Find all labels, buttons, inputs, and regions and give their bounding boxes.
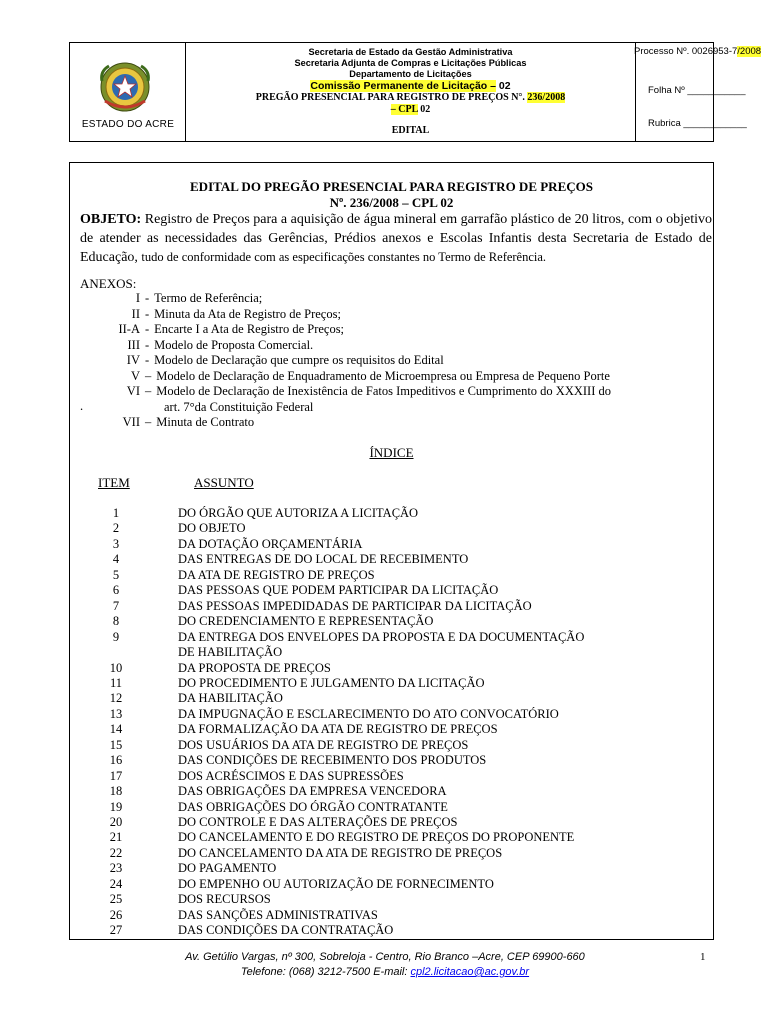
anexo-text: Modelo de Declaração que cumpre os requisitos do Edital <box>154 353 444 367</box>
indice-item-number: 14 <box>109 722 123 737</box>
anexo-separator: - <box>145 322 150 336</box>
indice-item-subject: DA IMPUGNAÇÃO E ESCLARECIMENTO DO ATO CONVOCATÓRIO <box>178 706 559 721</box>
indice-item-subject: DA FORMALIZAÇÃO DA ATA DE REGISTRO DE PREÇOS <box>178 722 498 737</box>
indice-item-number: 25 <box>109 892 123 907</box>
indice-item-subject: DA PROPOSTA DE PREÇOS <box>178 660 331 675</box>
anexo-separator: – <box>145 368 152 383</box>
indice-item-subject: DOS USUÁRIOS DA ATA DE REGISTRO DE PREÇOS <box>178 737 469 752</box>
anexo-text: Encarte I a Ata de Registro de Preços; <box>154 322 345 336</box>
anexo-item <box>70 322 344 337</box>
anexo-item <box>70 415 254 430</box>
folha-field: Folha Nº ___________ <box>648 85 746 96</box>
anexos-heading: ANEXOS: <box>80 276 137 291</box>
indice-item-number: 10 <box>109 660 123 675</box>
indice-item-number: 18 <box>109 784 123 799</box>
anexo-text: Termo de Referência; <box>154 291 263 305</box>
anexo-item <box>164 400 313 415</box>
anexo-item <box>70 291 262 306</box>
anexo-separator: – <box>145 384 152 398</box>
header-pregao: PREGÃO PRESENCIAL PARA REGISTRO DE PREÇOS N°. 236/2008 – CPL 02 <box>255 92 566 115</box>
indice-item-number: 13 <box>109 706 123 721</box>
indice-item-subject: DAS ENTREGAS DE DO LOCAL DE RECEBIMENTO <box>178 552 469 567</box>
indice-item-subject: DO CANCELAMENTO E DO REGISTRO DE PREÇOS DO PROPONENTE <box>178 830 575 845</box>
anexo-text: Minuta da Ata de Registro de Preços; <box>154 306 341 321</box>
anexo-item <box>70 353 444 368</box>
header-line-departamento: Departamento de Licitações <box>349 69 472 79</box>
indice-item-number: 20 <box>109 815 123 829</box>
anexo-separator: - <box>145 291 150 305</box>
column-header-item: ITEM <box>98 475 130 490</box>
indice-item-number: 17 <box>109 768 123 783</box>
indice-item-subject: DAS CONDIÇÕES DA CONTRATAÇÃO <box>178 923 394 938</box>
indice-item-number: 15 <box>109 737 123 752</box>
indice-item-number: 22 <box>109 845 123 860</box>
indice-item-number: 19 <box>109 799 123 814</box>
comissao-highlight: Comissão Permanente de Licitação – <box>310 80 496 92</box>
anexo-number: IV <box>126 353 140 367</box>
header-process-cell <box>634 43 762 141</box>
anexo-item <box>70 384 611 399</box>
anexo-separator: - <box>145 337 150 352</box>
indice-item-subject: DO EMPENHO OU AUTORIZAÇÃO DE FORNECIMENTO <box>178 876 494 891</box>
page-number: 1 <box>700 951 706 963</box>
anexo-item <box>70 307 341 322</box>
edital-body <box>69 162 714 940</box>
indice-item-subject: DO OBJETO <box>178 521 246 536</box>
anexo-number: V <box>130 368 140 383</box>
footer-email-link[interactable]: cpl2.licitacao@ac.gov.br <box>410 966 530 978</box>
indice-item-number: 23 <box>109 861 123 876</box>
footer-address: Av. Getúlio Vargas, nº 300, Sobreloja - Centro, Rio Branco –Acre, CEP 69900-660 <box>185 951 585 963</box>
indice-item-number: 24 <box>109 876 123 891</box>
anexo-dot: . <box>80 399 84 413</box>
indice-item-subject: DO ÓRGÃO QUE AUTORIZA A LICITAÇÃO <box>178 506 419 520</box>
indice-item-subject: DA HABILITAÇÃO <box>178 691 283 706</box>
indice-item-subject: DAS CONDIÇÕES DE RECEBIMENTO DOS PRODUTOS <box>178 753 487 768</box>
edital-title: EDITAL DO PREGÃO PRESENCIAL PARA REGISTRO DE PREÇOS <box>190 179 593 194</box>
anexo-text: art. 7°da Constituição Federal <box>164 399 314 414</box>
indice-item-subject: DAS OBRIGAÇÕES DA EMPRESA VENCEDORA <box>178 784 447 799</box>
document-header <box>69 42 762 142</box>
anexo-separator: – <box>145 415 152 429</box>
header-line-secretaria: Secretaria de Estado da Gestão Administrativa <box>308 47 513 57</box>
indice-title: ÍNDICE <box>369 445 414 460</box>
anexo-number: II-A <box>118 322 140 336</box>
indice-item-number: 7 <box>112 598 120 613</box>
indice-item-number: 26 <box>109 907 123 922</box>
anexo-text: Modelo de Declaração de Enquadramento de Microempresa ou Empresa de Pequeno Porte <box>156 368 610 383</box>
indice-item-subject: DO CONTROLE E DAS ALTERAÇÕES DE PREÇOS <box>178 815 458 829</box>
anexo-number: I <box>135 291 140 305</box>
objeto-paragraph: OBJETO: Registro de Preços para a aquisição de água mineral em garrafão plástico de 20 litros, com o objetivo de atender as necessidades das Gerências, Prédios anexos e Escolas Infantis desta Secretaria de Estado de Educação, tudo de conformidade com as especificações constantes no Termo de Referência. <box>80 212 712 265</box>
indice-item-subject: DO PAGAMENTO <box>178 861 277 876</box>
indice-item-subject: DO CANCELAMENTO DA ATA DE REGISTRO DE PREÇOS <box>178 845 503 860</box>
acre-state-crest-icon <box>99 61 151 113</box>
header-line-secretaria-adjunta: Secretaria Adjunta de Compras e Licitações Públicas <box>294 58 527 68</box>
indice-item-number: 3 <box>112 536 120 551</box>
anexo-separator: - <box>145 306 150 321</box>
edital-number: Nº. 236/2008 – CPL 02 <box>329 195 454 210</box>
indice-item-subject: DAS PESSOAS QUE PODEM PARTICIPAR DA LICITAÇÃO <box>178 583 499 598</box>
column-header-assunto: ASSUNTO <box>194 475 254 490</box>
indice-item-number: 11 <box>109 675 123 690</box>
rubrica-field: Rubrica ____________ <box>648 118 747 129</box>
indice-item-number: 8 <box>112 614 120 629</box>
indice-item-subject: DOS RECURSOS <box>178 892 271 907</box>
indice-item-subject: DOS ACRÉSCIMOS E DAS SUPRESSÕES <box>178 768 404 783</box>
indice-item-number: 2 <box>112 521 120 536</box>
footer-contact: Telefone: (068) 3212-7500 E-mail: cpl2.licitacao@ac.gov.br <box>240 966 530 978</box>
indice-item-number: 16 <box>109 753 123 768</box>
anexo-item <box>70 369 610 384</box>
indice-item-number: 9 <box>112 629 120 644</box>
indice-item-subject: DAS SANÇÕES ADMINISTRATIVAS <box>178 907 378 922</box>
anexo-number: III <box>127 337 140 352</box>
indice-item-subject: DA ATA DE REGISTRO DE PREÇOS <box>178 567 375 582</box>
header-logo-cell <box>70 43 186 141</box>
anexo-separator: - <box>145 353 150 367</box>
header-edital: EDITAL <box>391 125 430 136</box>
indice-item-number: 21 <box>109 830 123 845</box>
indice-item-subject: DA ENTREGA DOS ENVELOPES DA PROPOSTA E DA DOCUMENTAÇÃO <box>178 629 585 644</box>
indice-item-subject: DO CREDENCIAMENTO E REPRESENTAÇÃO <box>178 614 434 629</box>
anexo-text: Modelo de Declaração de Inexistência de Fatos Impeditivos e Cumprimento do XXXIII do <box>156 384 611 398</box>
pregao-number-highlight: 236/2008 <box>527 92 566 103</box>
indice-item-subject: DAS PESSOAS IMPEDIDADAS DE PARTICIPAR DA LICITAÇÃO <box>178 598 532 613</box>
indice-item-number: 1 <box>112 506 120 520</box>
indice-item-number: 12 <box>109 691 123 706</box>
indice-item-subject: DAS OBRIGAÇÕES DO ÓRGÃO CONTRATANTE <box>178 799 448 814</box>
indice-item-number: 6 <box>112 583 120 598</box>
header-comissao: Comissão Permanente de Licitação – 02 <box>310 80 511 92</box>
state-name: ESTADO DO ACRE <box>81 119 175 130</box>
anexo-number: VI <box>126 384 140 398</box>
anexo-text: Minuta de Contrato <box>156 415 255 429</box>
indice-item-number: 4 <box>112 552 120 567</box>
indice-item-number: 27 <box>109 923 123 938</box>
anexo-text: Modelo de Proposta Comercial. <box>154 337 314 352</box>
header-title-cell <box>186 43 636 141</box>
processo-number: Processo Nº. 0026953-7/2008 <box>634 46 762 57</box>
indice-item-subject: DA DOTAÇÃO ORÇAMENTÁRIA <box>178 536 363 551</box>
anexo-item <box>70 338 313 353</box>
anexo-number: VII <box>122 415 140 429</box>
anexo-number: II <box>131 306 140 321</box>
indice-item-number: 5 <box>112 567 120 582</box>
indice-item-subject: DE HABILITAÇÃO <box>178 645 283 660</box>
indice-item-subject: DO PROCEDIMENTO E JULGAMENTO DA LICITAÇÃO <box>178 675 485 690</box>
